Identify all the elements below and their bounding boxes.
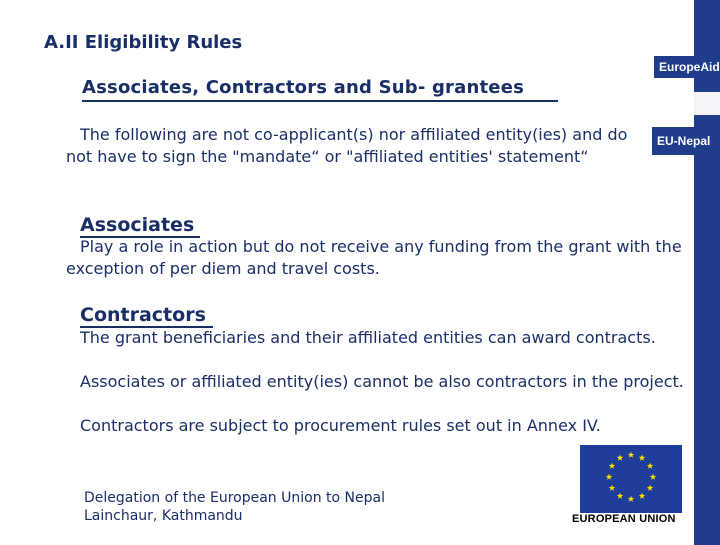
intro-text: The following are not co-applicant(s) nor affiliated entity(ies) and do not have to sign the "mandate“ or "affiliated entities' statement“: [66, 125, 628, 166]
intro-paragraph: [66, 124, 636, 168]
eu-star-icon: [647, 463, 653, 469]
slide-subtitle: Associates, Contractors and Sub- grantees: [82, 77, 525, 98]
eu-stars-icon: [580, 445, 682, 513]
sidebar-band-bottom: [694, 115, 720, 545]
footer-line-2: Lainchaur, Kathmandu: [84, 508, 243, 524]
eu-star-icon: [639, 493, 645, 499]
associates-paragraph: [66, 236, 696, 280]
contractors-paragraph-1: [66, 327, 696, 349]
sidebar-band-top: [694, 0, 720, 56]
contractors-text-3: Contractors are subject to procurement rules set out in Annex IV.: [80, 416, 601, 435]
sidebar-band-middle: [694, 78, 720, 92]
eu-star-icon: [609, 485, 615, 491]
footer-address: [84, 489, 385, 525]
eu-logo-caption: EUROPEAN UNION: [572, 513, 676, 525]
contractors-paragraph-3: [66, 415, 696, 437]
contractors-text-1: The grant beneficiaries and their affiliated entities can award contracts.: [80, 328, 656, 347]
contractors-heading: Contractors: [80, 304, 206, 326]
eu-star-icon: [650, 474, 656, 480]
contractors-text-2: Associates or affiliated entity(ies) cannot be also contractors in the project.: [80, 372, 684, 391]
eu-star-icon: [647, 485, 653, 491]
slide-title: A.II Eligibility Rules: [44, 32, 243, 53]
eu-nepal-tag: EU-Nepal: [652, 127, 720, 155]
eu-star-icon: [639, 455, 645, 461]
eu-star-icon: [606, 474, 612, 480]
eu-star-icon: [617, 493, 623, 499]
associates-heading: Associates: [80, 214, 195, 236]
footer-line-1: Delegation of the European Union to Nepal: [84, 490, 385, 506]
europeaid-tag: EuropeAid: [654, 56, 720, 78]
eu-flag-icon: [580, 445, 682, 513]
eu-star-icon: [609, 463, 615, 469]
eu-star-icon: [628, 452, 634, 458]
contractors-paragraph-2: [66, 371, 696, 393]
eu-star-icon: [617, 455, 623, 461]
right-sidebar: [694, 0, 720, 540]
eu-star-icon: [628, 496, 634, 502]
subtitle-underline: [82, 100, 558, 102]
associates-text: Play a role in action but do not receive any funding from the grant with the exception of per diem and travel costs.: [66, 237, 682, 278]
